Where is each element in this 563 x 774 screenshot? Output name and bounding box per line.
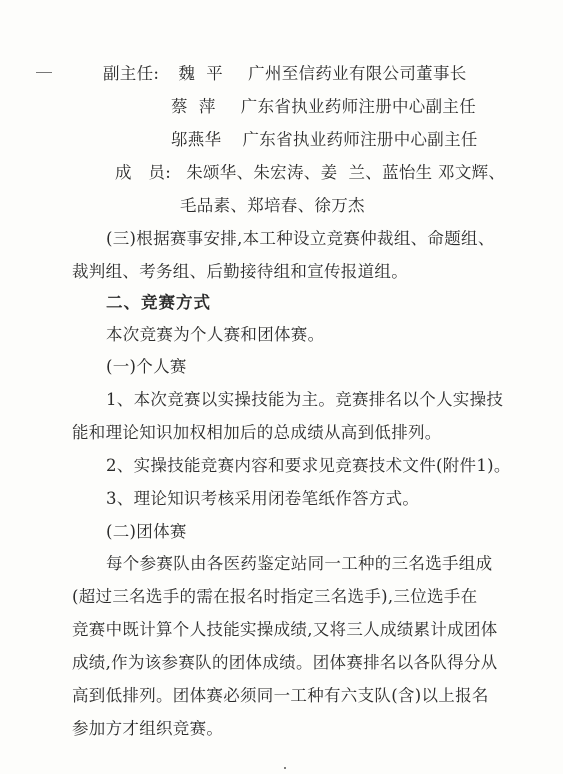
- vice-director-title-2: 广东省执业药师注册中心副主任: [240, 97, 476, 116]
- members-row-2: [180, 195, 365, 217]
- team-line-2: (超过三名选手的需在报名时指定三名选手),三位选手在: [72, 587, 478, 606]
- team-line-3: 竞赛中既计算个人技能实操成绩,又将三人成绩累计成团体: [72, 620, 498, 639]
- vice-director-row-3: [171, 129, 478, 151]
- scan-dot: [284, 767, 286, 769]
- team-line-1: 每个参赛队由各医药鉴定站同一工种的三名选手组成: [106, 554, 493, 573]
- individual-item1-line2: 能和理论知识加权相加后的总成绩从高到低排列。: [72, 423, 442, 442]
- vice-director-name-3: 邬燕华: [171, 130, 222, 149]
- scan-mark: [36, 72, 52, 73]
- vice-director-title-1: 广州至信药业有限公司董事长: [248, 64, 467, 83]
- team-line-4: 成绩,作为该参赛队的团体成绩。团体赛排名以各队得分从: [72, 653, 498, 672]
- vice-director-row-1: [103, 63, 467, 85]
- vice-director-name-1: 魏 平: [178, 64, 224, 83]
- section-two-intro: 本次竞赛为个人赛和团体赛。: [106, 325, 325, 344]
- members-label: 成 员:: [115, 163, 172, 182]
- vice-directors-label: 副主任:: [103, 64, 160, 83]
- members-row-1: [115, 162, 505, 184]
- members-list-1: 朱颂华、朱宏涛、姜 兰、蓝怡生 邓文辉、: [186, 163, 506, 182]
- team-line-5: 高到低排列。团体赛必须同一工种有六支队(含)以上报名: [72, 686, 489, 705]
- individual-item2: 2、实操技能竞赛内容和要求见竞赛技术文件(附件1)。: [106, 456, 511, 475]
- section3-line-2: 裁判组、考务组、后勤接待组和宣传报道组。: [72, 262, 408, 281]
- team-heading: (二)团体赛: [106, 522, 187, 541]
- individual-heading: (一)个人赛: [106, 357, 187, 376]
- vice-director-title-3: 广东省执业药师注册中心副主任: [242, 130, 478, 149]
- individual-item1-line1: 1、本次竞赛以实操技能为主。竞赛排名以个人实操技: [106, 390, 504, 409]
- individual-item3: 3、理论知识考核采用闭卷笔纸作答方式。: [106, 489, 420, 508]
- section3-line-1: (三)根据赛事安排,本工种设立竞赛仲裁组、命题组、: [106, 229, 495, 248]
- vice-director-row-2: [171, 96, 476, 118]
- members-list-2: 毛品素、郑培春、徐万杰: [180, 196, 365, 215]
- vice-director-name-2: 蔡 萍: [171, 97, 216, 116]
- section-two-heading: 二、竞赛方式: [106, 293, 211, 312]
- team-line-6: 参加方才组织竞赛。: [72, 719, 224, 738]
